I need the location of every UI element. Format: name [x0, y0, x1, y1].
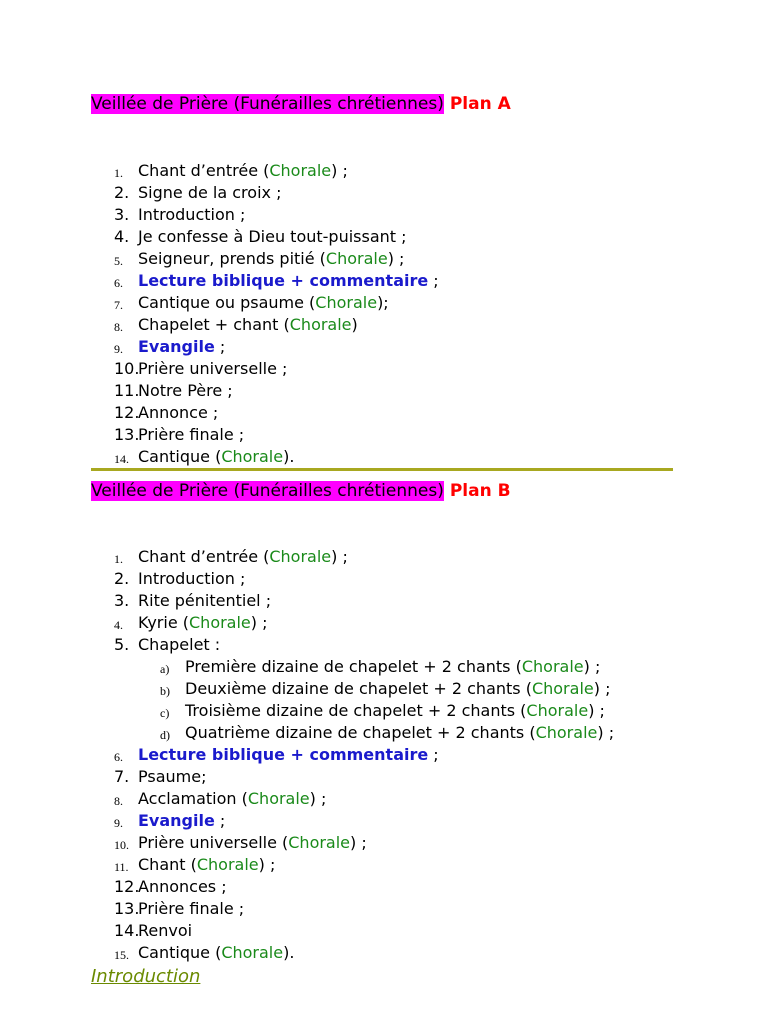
list-item-text: [138, 358, 287, 380]
plan-a-label: Plan A: [449, 94, 511, 114]
list-item-segment: ) ;: [588, 701, 605, 720]
list-item-number: 3.: [114, 205, 130, 224]
list-item-number: 10.: [114, 359, 140, 378]
list-item-segment: ) ;: [593, 679, 611, 698]
list-item-text: [138, 424, 244, 446]
list-item-segment: Chapelet + chant (: [138, 315, 290, 334]
list-item-text: [138, 248, 404, 270]
list-item-segment: Deuxième dizaine de chapelet + 2 chants (: [185, 679, 532, 698]
chorale-label: Chorale: [196, 855, 259, 874]
list-item-segment: ;: [428, 271, 439, 290]
chorale-label: Chorale: [526, 701, 589, 720]
list-item-text: [138, 612, 268, 634]
list-item-text: [138, 160, 348, 182]
list-item-segment: Renvoi: [138, 921, 193, 940]
list-item-number: 9.: [114, 342, 123, 356]
list-item-number: 5.: [114, 254, 123, 268]
list-item-segment: Prière universelle (: [138, 833, 289, 852]
list-item-number: 12.: [114, 877, 140, 896]
chorale-label: Chorale: [288, 833, 351, 852]
list-item-segment: Acclamation (: [138, 789, 248, 808]
list-item-segment: Chant d’entrée (: [138, 547, 270, 566]
list-item-segment: ) ;: [250, 613, 268, 632]
list-item-number: 7.: [114, 298, 123, 312]
list-item-segment: Psaume;: [138, 767, 207, 786]
list-item-number: 12.: [114, 403, 140, 422]
list-item-text: [138, 744, 439, 766]
list-item-number: 14.: [114, 921, 140, 940]
list-item-text: [138, 380, 233, 402]
list-item-text: [138, 766, 206, 788]
list-item-number: 1.: [114, 166, 123, 180]
list-item-text: [138, 590, 271, 612]
list-item-segment: Troisième dizaine de chapelet + 2 chants (: [185, 701, 527, 720]
list-item-number: 4.: [114, 227, 130, 246]
list-item-segment: ) ;: [309, 789, 327, 808]
list-item-segment: ): [351, 315, 358, 334]
list-item-text: [138, 920, 192, 942]
list-item-text: [185, 678, 610, 700]
list-item-segment: Introduction ;: [138, 205, 246, 224]
list-item-text: [138, 942, 294, 964]
list-item-text: [185, 700, 605, 722]
list-item-text: [138, 634, 220, 656]
plan-a-title: Veillée de Prière (Funérailles chrétiennes): [91, 94, 444, 114]
list-item-segment: Notre Père ;: [138, 381, 233, 400]
list-item-segment: Chant (: [138, 855, 197, 874]
list-item-segment: Annonces ;: [138, 877, 227, 896]
list-item-number: 11.: [114, 381, 140, 400]
chorale-label: Chorale: [221, 943, 284, 962]
plan-b-title: Veillée de Prière (Funérailles chrétiennes): [91, 481, 444, 501]
list-item-number: c): [160, 706, 170, 720]
list-item-segment: Je confesse à Dieu tout-puissant ;: [138, 227, 407, 246]
list-item-segment: Prière universelle ;: [138, 359, 288, 378]
list-item-number: 8.: [114, 794, 123, 808]
list-item-segment: Quatrième dizaine de chapelet + 2 chants (: [185, 723, 536, 742]
list-item-segment: ) ;: [331, 161, 348, 180]
list-item-text: [138, 788, 326, 810]
list-item-segment: Chapelet :: [138, 635, 221, 654]
list-item-number: a): [160, 662, 170, 676]
list-item-number: 1.: [114, 552, 123, 566]
list-item-segment: Cantique (: [138, 447, 222, 466]
chorale-label: Chorale: [269, 161, 332, 180]
section-divider: [91, 468, 673, 471]
list-item-segment: ) ;: [350, 833, 367, 852]
list-item-number: 2.: [114, 183, 130, 202]
list-item-text: [138, 810, 225, 832]
list-item-text: [138, 292, 389, 314]
list-item-segment: Cantique (: [138, 943, 222, 962]
emphasis-label: Evangile: [138, 337, 215, 356]
list-item-segment: ;: [214, 337, 226, 356]
emphasis-label: Lecture biblique + commentaire: [138, 745, 429, 764]
list-item-text: [185, 656, 600, 678]
list-item-segment: Chant d’entrée (: [138, 161, 270, 180]
list-item-number: 6.: [114, 750, 123, 764]
list-item-text: [138, 314, 358, 336]
list-item-text: [185, 722, 614, 744]
list-item-segment: ) ;: [583, 657, 601, 676]
list-item-number: 8.: [114, 320, 123, 334]
list-item-segment: Signe de la croix ;: [138, 183, 282, 202]
list-item-text: [138, 182, 281, 204]
list-item-text: [138, 402, 218, 424]
list-item-text: [138, 226, 407, 248]
list-item-number: d): [160, 728, 170, 742]
list-item-text: [138, 204, 245, 226]
list-item-segment: Seigneur, prends pitié (: [138, 249, 326, 268]
list-item-text: [138, 446, 294, 468]
emphasis-label: Evangile: [138, 811, 215, 830]
list-item-number: 10.: [114, 838, 129, 852]
chorale-label: Chorale: [325, 249, 388, 268]
list-item-segment: ).: [283, 447, 295, 466]
list-item-number: 4.: [114, 618, 123, 632]
list-item-segment: ) ;: [258, 855, 276, 874]
list-item-number: 15.: [114, 948, 129, 962]
list-item-segment: Prière finale ;: [138, 425, 245, 444]
list-item-segment: ) ;: [387, 249, 405, 268]
list-item-number: 5.: [114, 635, 130, 654]
list-item-segment: ;: [428, 745, 439, 764]
list-item-text: [138, 568, 245, 590]
chorale-label: Chorale: [221, 447, 284, 466]
list-item-number: 11.: [114, 860, 129, 874]
list-item-number: b): [160, 684, 170, 698]
list-item-text: [138, 546, 348, 568]
list-item-number: 3.: [114, 591, 130, 610]
list-item-text: [138, 876, 227, 898]
list-item-segment: Rite pénitentiel ;: [138, 591, 272, 610]
list-item-text: [138, 854, 275, 876]
list-item-segment: Introduction ;: [138, 569, 246, 588]
list-item-text: [138, 336, 225, 358]
list-item-segment: Annonce ;: [138, 403, 219, 422]
list-item-segment: );: [377, 293, 389, 312]
list-item-number: 6.: [114, 276, 123, 290]
list-item-segment: Cantique ou psaume (: [138, 293, 316, 312]
list-item-number: 7.: [114, 767, 130, 786]
chorale-label: Chorale: [531, 679, 594, 698]
introduction-link[interactable]: Introduction: [91, 966, 201, 987]
list-item-text: [138, 898, 244, 920]
list-item-segment: ) ;: [597, 723, 615, 742]
list-item-segment: ) ;: [331, 547, 348, 566]
list-item-segment: Prière finale ;: [138, 899, 245, 918]
chorale-label: Chorale: [315, 293, 378, 312]
chorale-label: Chorale: [269, 547, 332, 566]
chorale-label: Chorale: [189, 613, 251, 632]
chorale-label: Chorale: [535, 723, 598, 742]
plan-b-label: Plan B: [449, 481, 511, 501]
list-item-segment: ;: [214, 811, 226, 830]
plan-a-heading: [91, 93, 511, 115]
list-item-number: 13.: [114, 899, 140, 918]
list-item-number: 14.: [114, 452, 129, 466]
list-item-number: 9.: [114, 816, 123, 830]
list-item-number: 13.: [114, 425, 140, 444]
list-item-number: 2.: [114, 569, 130, 588]
plan-b-heading: [91, 480, 511, 502]
list-item-segment: Kyrie (: [138, 613, 189, 632]
emphasis-label: Lecture biblique + commentaire: [138, 271, 429, 290]
list-item-text: [138, 832, 367, 854]
list-item-text: [138, 270, 439, 292]
chorale-label: Chorale: [247, 789, 310, 808]
list-item-segment: Première dizaine de chapelet + 2 chants (: [185, 657, 522, 676]
chorale-label: Chorale: [521, 657, 584, 676]
list-item-segment: ).: [283, 943, 295, 962]
chorale-label: Chorale: [289, 315, 352, 334]
